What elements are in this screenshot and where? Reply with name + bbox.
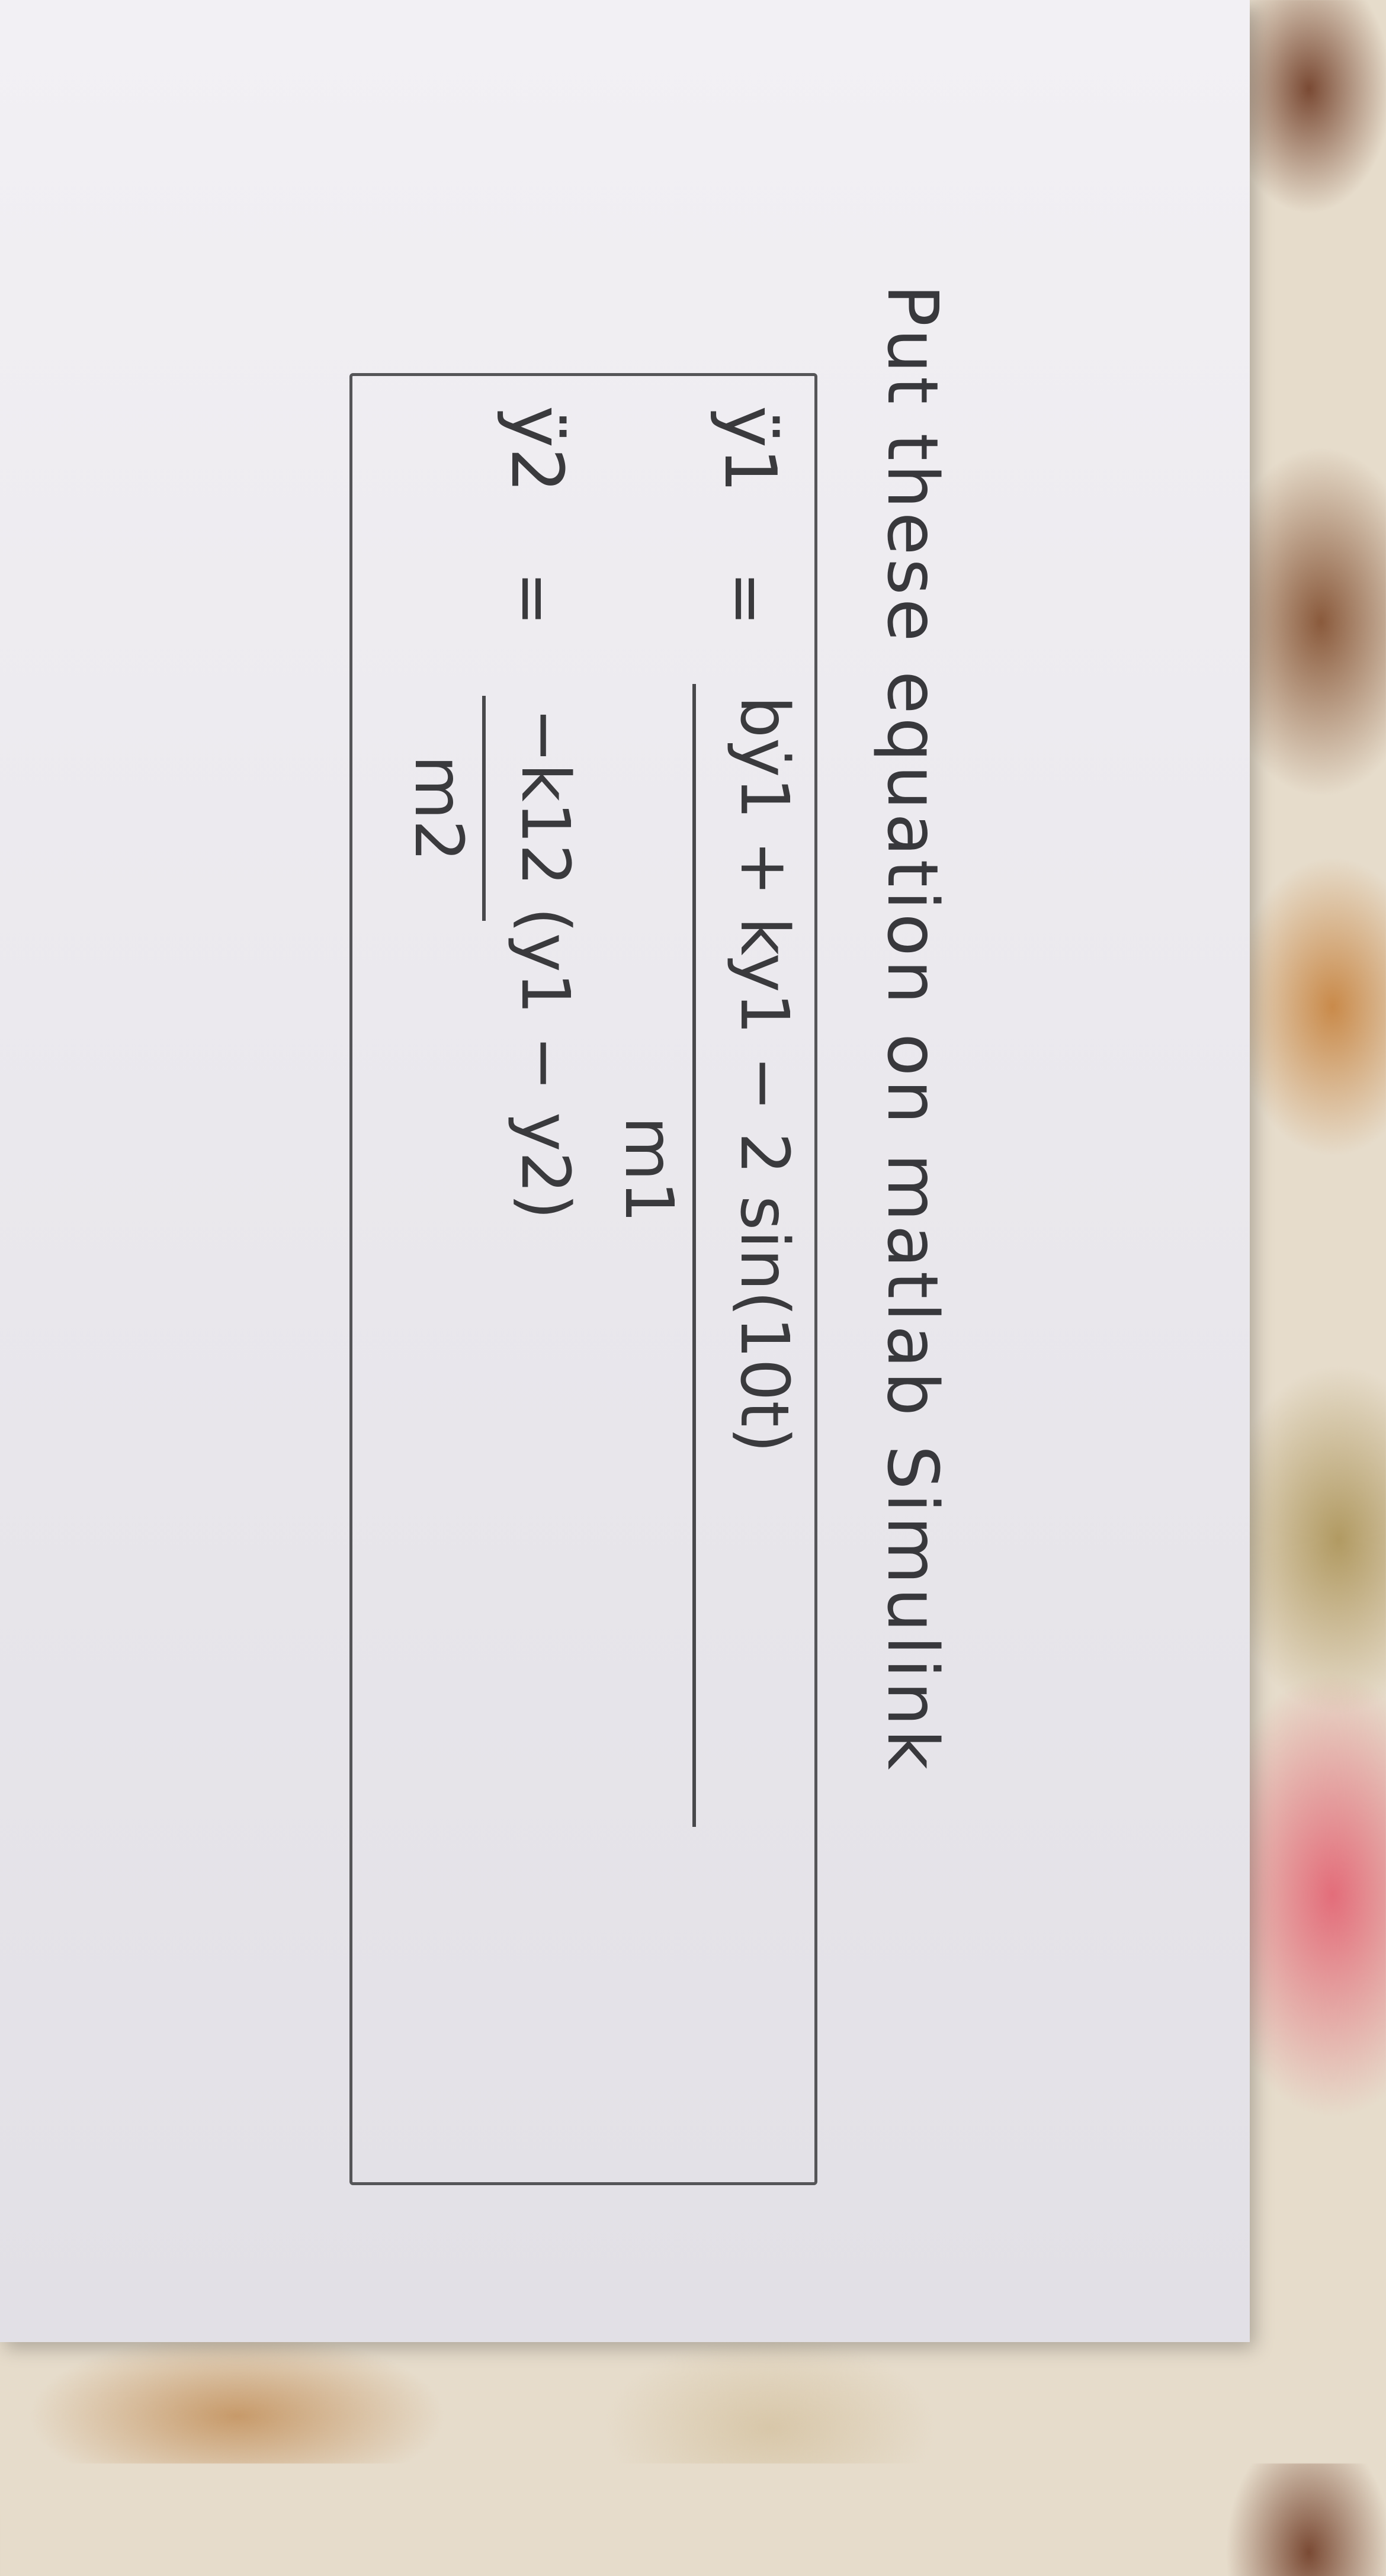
equation-2-equals: = [496,571,572,627]
equation-2 [364,376,589,2182]
equation-2-lhs: ÿ2 [495,406,578,493]
handwritten-page [314,266,965,2576]
equation-2-denominator: m2 [400,755,477,862]
equation-1 [601,376,814,2182]
equation-1-fraction-bar [692,684,696,1827]
page-heading: Put these equation on matlab Simulink [872,284,954,1774]
equation-2-fraction-bar [482,696,486,921]
equation-2-numerator: −k12 (y1 − y2) [506,708,583,1220]
equation-1-lhs: ÿ1 [708,406,791,493]
equation-box [349,373,817,2185]
equation-1-equals: = [709,571,785,627]
equation-1-denominator: m1 [610,1116,687,1223]
equation-1-numerator: bẏ1 + ky1 − 2 sin(10t) [726,696,803,1453]
